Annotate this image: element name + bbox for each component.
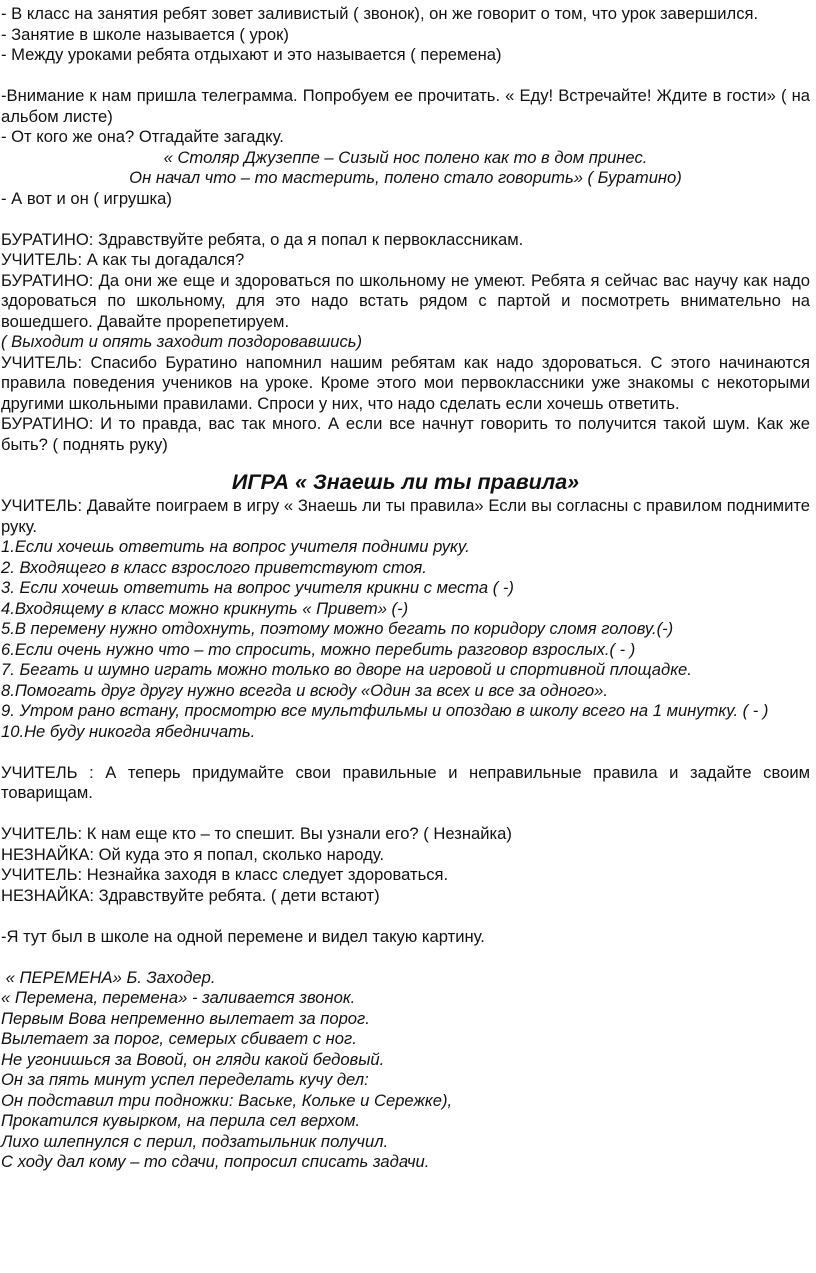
teacher-task: УЧИТЕЛЬ : А теперь придумайте свои правильные и неправильные правила и задайте своим товарищам. [1,762,810,802]
poem-line: С ходу дал кому – то сдачи, попросил списать задачи. [1,1152,430,1171]
spacer [1,209,810,230]
dialog-line: НЕЗНАЙКА: Ой куда это я попал, сколько народу. [1,844,385,864]
poem-line: Первым Вова непременно вылетает за порог. [1,1008,370,1028]
rule-item: 5.В перемену нужно отдохнуть, поэтому можно бегать по коридору сломя голову.(-) [1,619,674,638]
riddle-prompt: - От кого же она? Отгадайте загадку. [1,127,284,146]
rule-item: 2. Входящего в класс взрослого приветствуют стоя. [1,557,427,577]
rule-item: 10.Не буду никогда ябедничать. [1,721,256,741]
poem-line: Он за пять минут успел переделать кучу дел: [1,1070,369,1089]
spacer [1,742,810,763]
spacer [1,906,810,927]
spacer [1,947,810,968]
poem-line: Лихо шлепнулся с перил, подзатыльник получил. [1,1131,389,1151]
poem-title: « ПЕРЕМЕНА» Б. Заходер. [1,967,216,987]
dialog-line: -Я тут был в школе на одной перемене и видел такую картину. [1,926,485,946]
rule-item: 9. Утром рано встану, просмотрю все мультфильмы и опоздаю в школу всего на 1 минутку. ( - ) [1,701,769,720]
rule-item: 6.Если очень нужно что – то спросить, можно перебить разговор взрослых.( - ) [1,639,636,659]
dialog-line: УЧИТЕЛЬ: А как ты догадался? [1,250,245,269]
intro-line-2: - Занятие в школе называется ( урок) [1,24,289,44]
dialog-line: УЧИТЕЛЬ: Незнайка заходя в класс следует здороваться. [1,865,449,884]
intro-line-1: - В класс на занятия ребят зовет заливистый ( звонок), он же говорит о том, что урок завершился. [1,4,759,23]
game-intro: УЧИТЕЛЬ: Давайте поиграем в игру « Знаешь ли ты правила» Если вы согласны с правилом поднимите руку. [1,496,810,536]
rule-item: 4.Входящему в класс можно крикнуть « Привет» (-) [1,598,409,618]
dialog-line: БУРАТИНО: И то правда, вас так много. А если все начнут говорить то получится такой шум. Как же быть? ( поднять руку) [1,414,810,454]
stage-direction: ( Выходит и опять заходит поздоровавшись) [1,332,363,351]
poem-line: Он подставил три подножки: Ваське, Кольке и Сережке), [1,1090,453,1110]
poem-line: Прокатился кувырком, на перила сел верхом. [1,1111,361,1130]
poem-line: « Перемена, перемена» - заливается звонок. [1,988,356,1007]
rule-item: 1.Если хочешь ответить на вопрос учителя подними руку. [1,537,470,556]
telegram-line: -Внимание к нам пришла телеграмма. Попробуем ее прочитать. « Еду! Встречайте! Ждите в гости» ( на альбом листе) [1,86,810,126]
riddle-line-2: Он начал что – то мастерить, полено стало говорить» ( Буратино) [129,168,682,187]
toy-line: - А вот и он ( игрушка) [1,188,172,208]
dialog-line: НЕЗНАЙКА: Здравствуйте ребята. ( дети встают) [1,885,380,905]
poem-line: Не угонишься за Вовой, он гляди какой бедовый. [1,1049,385,1069]
rule-item: 3. Если хочешь ответить на вопрос учителя крикни с места ( -) [1,578,514,597]
dialog-line: УЧИТЕЛЬ: Спасибо Буратино напомнил нашим ребятам как надо здороваться. С этого начинаются правила поведения учеников на уроке. Кроме этого мои первоклассники уже знакомы с некоторыми другими школьными правилами. Спроси у них, что надо сделать если хочешь ответить. [1,352,810,413]
spacer [1,455,810,468]
game-title: ИГРА « Знаешь ли ты правила» [231,470,580,494]
spacer [1,804,810,825]
intro-line-3: - Между уроками ребята отдыхают и это называется ( перемена) [1,45,502,64]
dialog-line: УЧИТЕЛЬ: К нам еще кто – то спешит. Вы узнали его? ( Незнайка) [1,824,512,843]
rule-item: 8.Помогать друг другу нужно всегда и всюду «Один за всех и все за одного». [1,680,608,700]
spacer [1,66,810,87]
dialog-line: БУРАТИНО: Да они же еще и здороваться по школьному не умеют. Ребята я сейчас вас научу как надо здороваться по школьному, для это надо встать рядом с партой и посмотреть внимательно на вошедшего. Давайте прорепетируем. [1,270,810,331]
rule-item: 7. Бегать и шумно играть можно только во дворе на игровой и спортивной площадке. [1,660,692,679]
dialog-line: БУРАТИНО: Здравствуйте ребята, о да я попал к первоклассникам. [1,229,524,249]
poem-line: Вылетает за порог, семерых сбивает с ног. [1,1029,357,1048]
riddle-line-1: « Столяр Джузеппе – Сизый нос полено как то в дом принес. [163,147,648,167]
